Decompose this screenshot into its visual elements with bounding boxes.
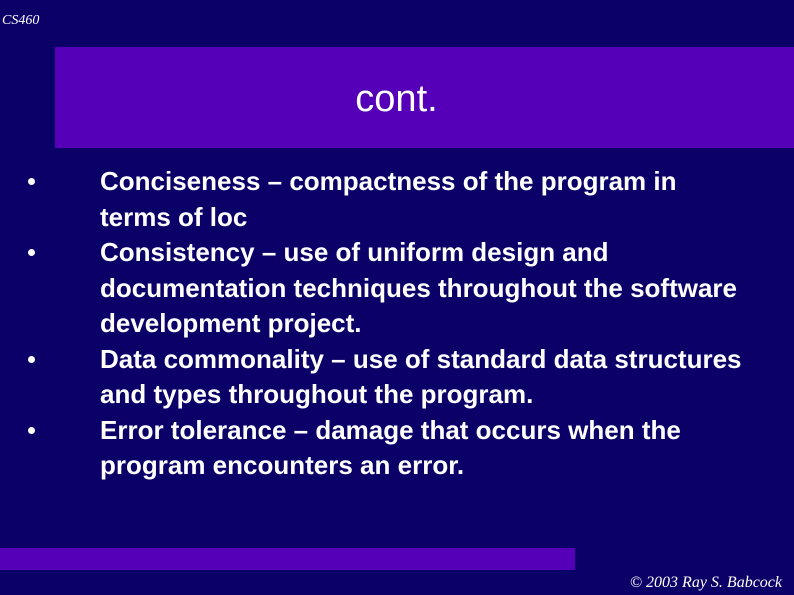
bullet-dot-icon	[28, 249, 35, 256]
list-item	[28, 342, 748, 413]
title-band	[55, 47, 794, 148]
bullet-text: Consistency – use of uniform design and documentation techniques throughout the software development project.	[100, 237, 737, 338]
list-item	[28, 235, 748, 342]
list-item	[28, 413, 748, 484]
list-item	[28, 164, 748, 235]
bullet-text: Data commonality – use of standard data structures and types throughout the program.	[100, 343, 742, 409]
bullet-text: Error tolerance – damage that occurs when the program encounters an error.	[100, 414, 681, 480]
bullet-dot-icon	[28, 427, 35, 434]
copyright-notice: © 2003 Ray S. Babcock	[629, 574, 782, 591]
footer-band	[0, 548, 575, 570]
course-tag: CS460	[2, 13, 40, 28]
bullet-dot-icon	[28, 356, 35, 363]
bullet-text: Conciseness – compactness of the program in terms of loc	[100, 166, 677, 232]
bullet-dot-icon	[28, 178, 35, 185]
bullet-list	[28, 164, 748, 484]
slide-title: cont.	[355, 78, 438, 120]
